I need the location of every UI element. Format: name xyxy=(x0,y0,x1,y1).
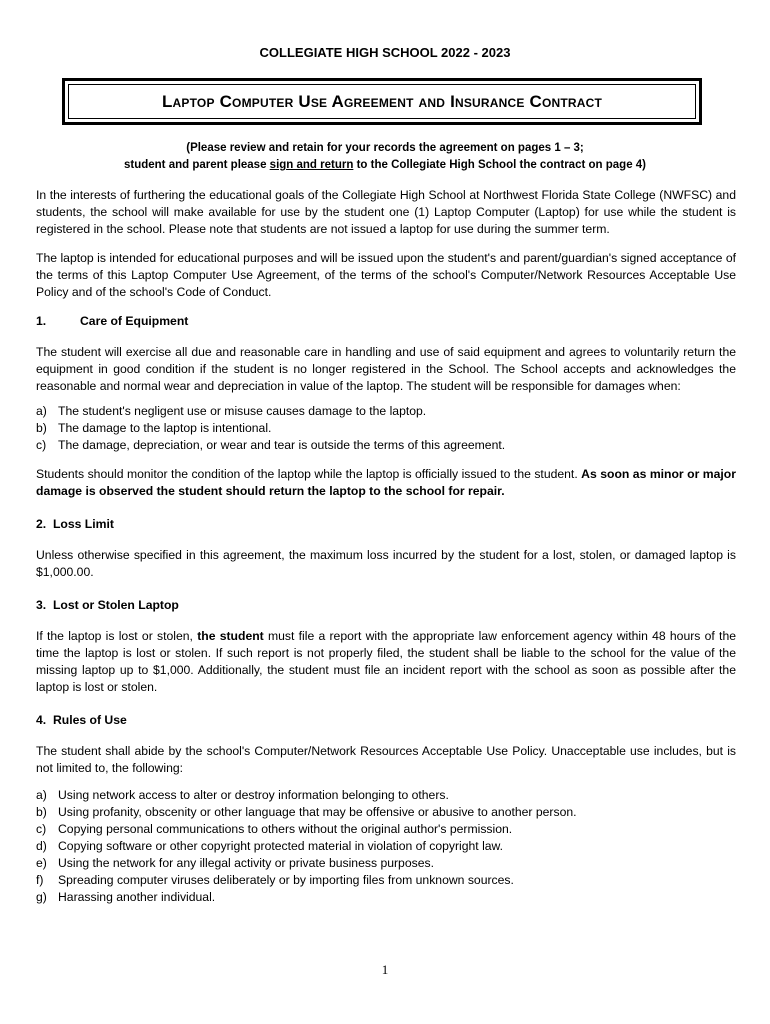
section-1-paragraph: The student will exercise all due and reasonable care in handling and use of said equipment and agrees to voluntarily return the equipment in good condition if the student is no longer registered in the School. The School accepts and acknowledges the reasonable and normal wear and depreciation in value of the laptop. The student will be responsible for damages when: xyxy=(36,345,736,393)
list-marker: b) xyxy=(36,421,47,435)
section-3-paragraph xyxy=(36,628,736,696)
list-text: Copying software or other copyright protected material in violation of copyright law. xyxy=(58,839,504,853)
instruction-note xyxy=(0,140,770,174)
note-underlined: sign and return xyxy=(269,159,354,171)
list-text: The damage, depreciation, or wear and tear is outside the terms of this agreement. xyxy=(58,438,506,452)
list-marker: d) xyxy=(36,839,47,853)
list-item xyxy=(36,420,736,437)
list-item xyxy=(36,872,736,889)
list-marker: a) xyxy=(36,404,47,418)
monitor-text: Students should monitor the condition of the laptop while the laptop is officially issued to the student. xyxy=(36,467,582,481)
list-text: Using profanity, obscenity or other language that may be offensive or abusive to another person. xyxy=(58,805,577,819)
section-number: 1. xyxy=(36,314,47,328)
section-3-text: If the laptop is lost or stolen, xyxy=(36,629,198,643)
list-marker: f) xyxy=(36,873,44,887)
instruction-note-line1: (Please review and retain for your records the agreement on pages 1 – 3; xyxy=(186,142,584,154)
list-marker: g) xyxy=(36,890,47,904)
section-number: 2. xyxy=(36,517,47,531)
section-3-heading xyxy=(36,597,736,614)
page-number: 1 xyxy=(381,962,389,977)
list-item xyxy=(36,804,736,821)
list-marker: a) xyxy=(36,788,47,802)
section-3-bold: the student xyxy=(197,629,264,643)
section-number: 4. xyxy=(36,713,47,727)
list-marker: c) xyxy=(36,822,47,836)
list-item xyxy=(36,821,736,838)
list-item xyxy=(36,889,736,906)
list-item xyxy=(36,838,736,855)
list-text: Using the network for any illegal activity or private business purposes. xyxy=(58,856,434,870)
document-title: Laptop Computer Use Agreement and Insurance Contract xyxy=(161,91,603,111)
note-text: student and parent please xyxy=(123,159,270,171)
unacceptable-use-list xyxy=(36,787,736,906)
intro-paragraph-2: The laptop is intended for educational purposes and will be issued upon the student's and parent/guardian's signed acceptance of the terms of this Laptop Computer Use Agreement, of the terms of the school's Computer/Network Resources Acceptable Use Policy and of the school's Code of Conduct. xyxy=(36,251,736,299)
list-text: Harassing another individual. xyxy=(58,890,216,904)
list-item xyxy=(36,437,736,454)
agreement-body xyxy=(36,187,736,918)
monitor-bold-text: As soon as minor or major damage is observed the student should return the laptop to the school for repair. xyxy=(36,467,736,498)
list-marker: c) xyxy=(36,438,47,452)
section-4-paragraph: The student shall abide by the school's Computer/Network Resources Acceptable Use Policy. Unacceptable use includes, but is not limited to, the following: xyxy=(36,744,736,775)
monitor-paragraph xyxy=(36,466,736,500)
title-box xyxy=(62,78,702,125)
list-item xyxy=(36,787,736,804)
list-text: Spreading computer viruses deliberately or by importing files from unknown sources. xyxy=(58,873,514,887)
list-text: Using network access to alter or destroy information belonging to others. xyxy=(58,788,449,802)
section-number: 3. xyxy=(36,598,47,612)
instruction-note-line2 xyxy=(0,157,770,174)
list-text: The damage to the laptop is intentional. xyxy=(58,421,272,435)
list-marker: b) xyxy=(36,805,47,819)
list-item xyxy=(36,403,736,420)
list-text: The student's negligent use or misuse causes damage to the laptop. xyxy=(58,404,427,418)
title-box-inner xyxy=(68,84,696,119)
section-title: Lost or Stolen Laptop xyxy=(52,598,179,612)
note-text-end: to the Collegiate High School the contract on page 4) xyxy=(353,159,647,171)
section-3-text-end: must file a report with the appropriate law enforcement agency within 48 hours of the time the laptop is lost or stolen. If such report is not properly filed, the student shall be liable to the school for the value of the missing laptop up to $1,000. Additionally, the student must file an incident report with the school as soon as possible after the laptop is lost or stolen. xyxy=(36,629,736,694)
list-marker: e) xyxy=(36,856,47,870)
list-text: Copying personal communications to others without the original author's permission. xyxy=(58,822,513,836)
intro-paragraph-1: In the interests of furthering the educational goals of the Collegiate High School at Northwest Florida State College (NWFSC) and students, the school will make available for use by the student one (1) Laptop Computer (Laptop) for use while the student is registered in the school. Please note that students are not issued a laptop for use during the summer term. xyxy=(36,188,736,236)
section-title: Rules of Use xyxy=(52,713,127,727)
section-4-heading xyxy=(36,712,736,729)
section-title: Care of Equipment xyxy=(80,314,189,328)
section-2-heading xyxy=(36,516,736,533)
school-year-header: COLLEGIATE HIGH SCHOOL 2022 - 2023 xyxy=(259,45,511,60)
section-1-heading xyxy=(36,313,736,330)
damage-conditions-list xyxy=(36,403,736,454)
section-2-paragraph: Unless otherwise specified in this agreement, the maximum loss incurred by the student for a lost, stolen, or damaged laptop is $1,000.00. xyxy=(36,548,736,579)
section-title: Loss Limit xyxy=(52,517,114,531)
list-item xyxy=(36,855,736,872)
